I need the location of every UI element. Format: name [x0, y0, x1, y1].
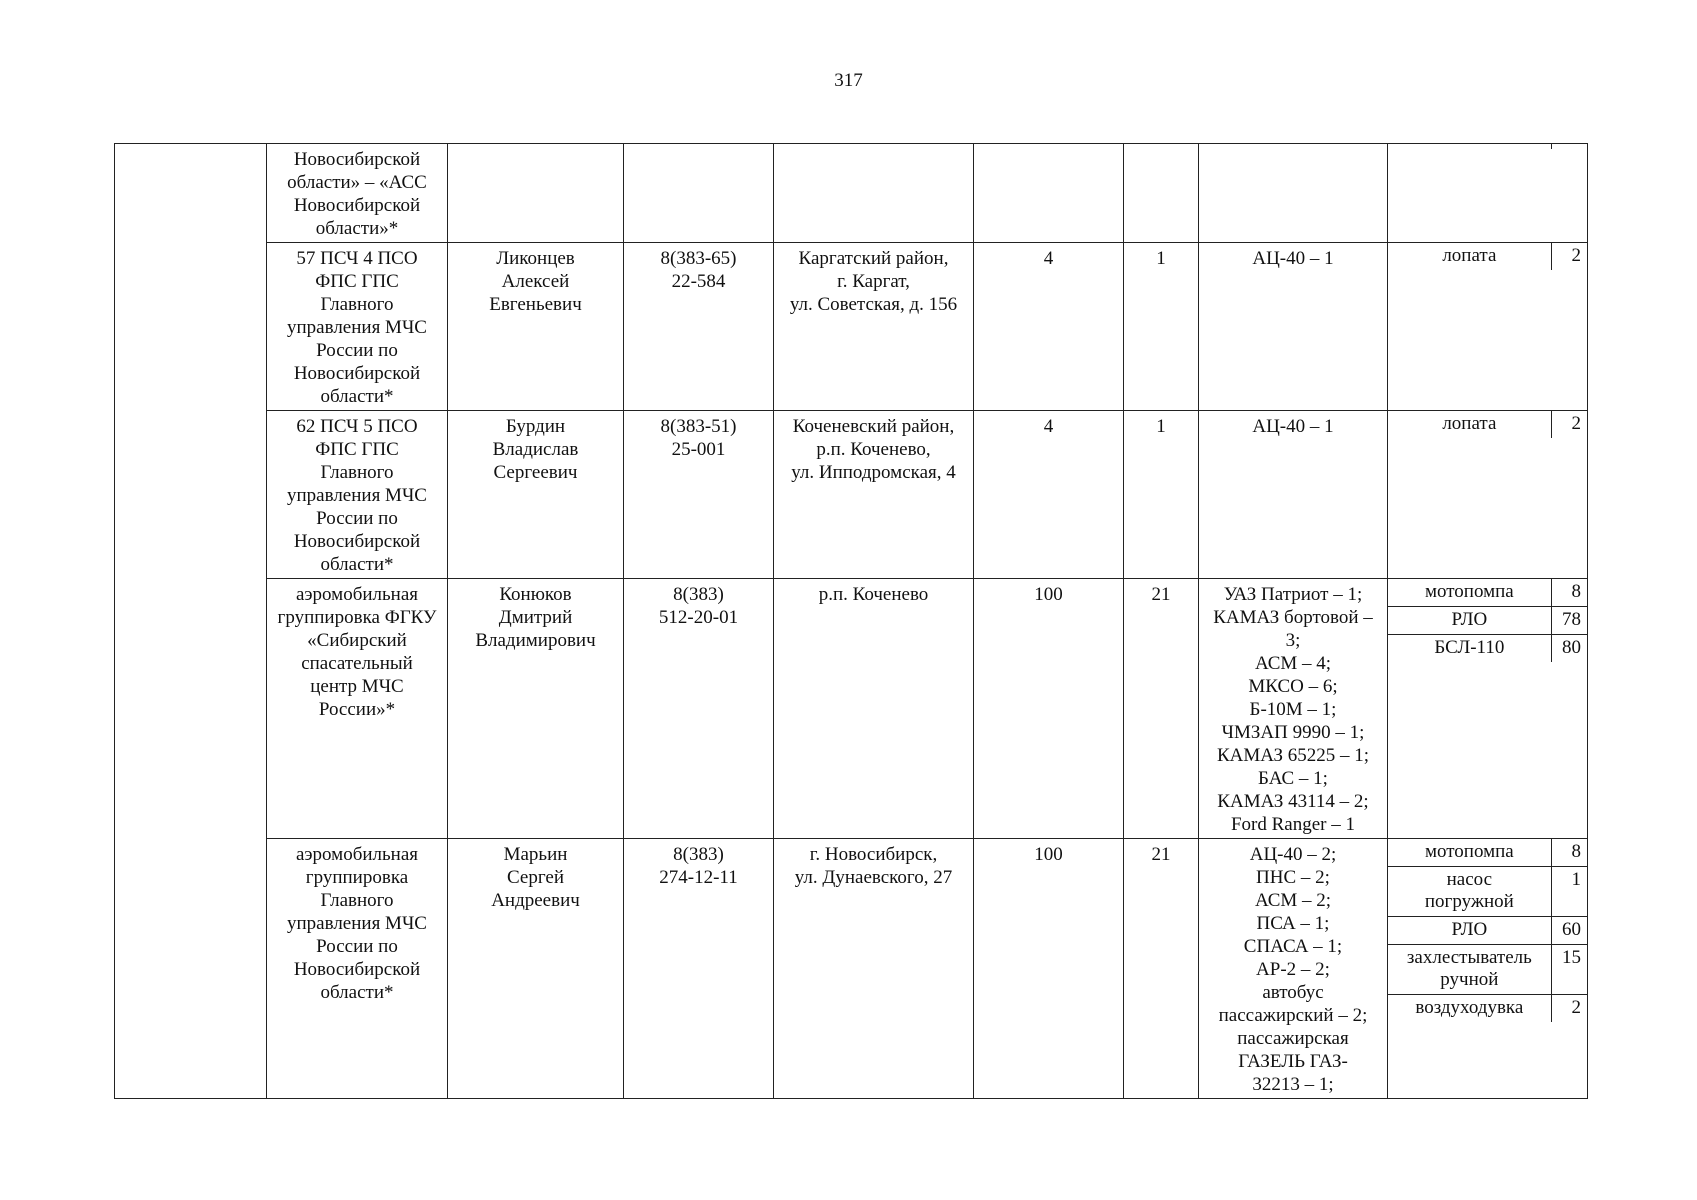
equipment-qty: 8 [1551, 839, 1587, 867]
head-cell [448, 144, 624, 243]
equipment-item [1388, 243, 1587, 270]
equipment-name: РЛО [1388, 917, 1551, 945]
address-cell [774, 144, 974, 243]
equipment-name: мотопомпа [1388, 579, 1551, 607]
address-cell: г. Новосибирск, ул. Дунаевского, 27 [774, 839, 974, 1099]
equipment-cell [1388, 144, 1588, 243]
phone-cell: 8(383) 512-20-01 [624, 579, 774, 839]
head-cell: Ликонцев Алексей Евгеньевич [448, 243, 624, 411]
equipment-item [1388, 945, 1587, 995]
equipment-name: БСЛ-110 [1388, 635, 1551, 663]
vehicles-cell: АЦ-40 – 2; ПНС – 2; АСМ – 2; ПСА – 1; СПАСА – 1; АР-2 – 2; автобус пассажирский – 2; пассажирская ГАЗЕЛЬ ГАЗ- 32213 – 1; [1199, 839, 1388, 1099]
equipment-list [1388, 144, 1587, 149]
equipment-list [1388, 243, 1587, 270]
equipment-item [1388, 839, 1587, 867]
phone-cell: 8(383-65) 22-584 [624, 243, 774, 411]
equipment-item [1388, 607, 1587, 635]
units-cell [1124, 144, 1199, 243]
address-cell: р.п. Коченево [774, 579, 974, 839]
equipment-cell [1388, 579, 1588, 839]
units-cell: 1 [1124, 243, 1199, 411]
equipment-qty [1551, 144, 1587, 149]
equipment-list [1388, 839, 1587, 1022]
table-row [115, 579, 1588, 839]
equipment-name: насос погружной [1388, 867, 1551, 917]
equipment-name: воздуходувка [1388, 995, 1551, 1023]
org-cell: 62 ПСЧ 5 ПСО ФПС ГПС Главного управления МЧС России по Новосибирской области* [267, 411, 448, 579]
staff-cell: 100 [974, 839, 1124, 1099]
equipment-item [1388, 917, 1587, 945]
equipment-cell [1388, 243, 1588, 411]
vehicles-cell: АЦ-40 – 1 [1199, 243, 1388, 411]
address-cell: Коченевский район, р.п. Коченево, ул. Ипподромская, 4 [774, 411, 974, 579]
equipment-item [1388, 995, 1587, 1023]
staff-cell: 100 [974, 579, 1124, 839]
equipment-qty: 78 [1551, 607, 1587, 635]
equipment-name [1388, 144, 1551, 149]
equipment-list [1388, 411, 1587, 438]
equipment-item [1388, 867, 1587, 917]
page-number: 317 [834, 70, 863, 91]
equipment-name: РЛО [1388, 607, 1551, 635]
equipment-item [1388, 411, 1587, 438]
vehicles-cell [1199, 144, 1388, 243]
equipment-qty: 60 [1551, 917, 1587, 945]
equipment-qty: 2 [1571, 245, 1581, 266]
staff-cell [974, 144, 1124, 243]
equipment-qty: 8 [1551, 579, 1587, 607]
vehicles-cell: УАЗ Патриот – 1; КАМАЗ бортовой – 3; АСМ – 4; МКСО – 6; Б-10М – 1; ЧМЗАП 9990 – 1; КАМАЗ 65225 – 1; БАС – 1; КАМАЗ 43114 – 2; Ford Ranger – 1 [1199, 579, 1388, 839]
phone-cell: 8(383-51) 25-001 [624, 411, 774, 579]
units-cell: 21 [1124, 579, 1199, 839]
equipment-cell [1388, 839, 1588, 1099]
equipment-name: захлестыватель ручной [1388, 945, 1551, 995]
staff-cell: 4 [974, 243, 1124, 411]
org-cell: Новосибирской области» – «АСС Новосибирской области»* [267, 144, 448, 243]
equipment-item [1388, 579, 1587, 607]
units-cell: 1 [1124, 411, 1199, 579]
org-cell: аэромобильная группировка ФГКУ «Сибирский спасательный центр МЧС России»* [267, 579, 448, 839]
region-cell [115, 144, 267, 1099]
address-cell: Каргатский район, г. Каргат, ул. Советская, д. 156 [774, 243, 974, 411]
equipment-name: мотопомпа [1388, 839, 1551, 867]
equipment-name: лопата [1388, 411, 1551, 438]
table-row [115, 411, 1588, 579]
staff-cell: 4 [974, 411, 1124, 579]
phone-cell: 8(383) 274-12-11 [624, 839, 774, 1099]
resources-table [114, 143, 1588, 1099]
vehicles-cell: АЦ-40 – 1 [1199, 411, 1388, 579]
equipment-cell [1388, 411, 1588, 579]
equipment-list [1388, 579, 1587, 662]
equipment-item [1388, 144, 1587, 149]
equipment-qty: 2 [1571, 413, 1581, 434]
head-cell: Бурдин Владислав Сергеевич [448, 411, 624, 579]
equipment-item [1388, 635, 1587, 663]
table-row [115, 839, 1588, 1099]
table-row [115, 144, 1588, 243]
phone-cell [624, 144, 774, 243]
org-cell: аэромобильная группировка Главного управления МЧС России по Новосибирской области* [267, 839, 448, 1099]
org-cell: 57 ПСЧ 4 ПСО ФПС ГПС Главного управления МЧС России по Новосибирской области* [267, 243, 448, 411]
equipment-name: лопата [1388, 243, 1551, 270]
equipment-qty: 80 [1562, 637, 1581, 658]
head-cell: Конюков Дмитрий Владимирович [448, 579, 624, 839]
units-cell: 21 [1124, 839, 1199, 1099]
table-row [115, 243, 1588, 411]
equipment-qty: 1 [1551, 867, 1587, 917]
equipment-qty: 2 [1571, 997, 1581, 1018]
head-cell: Марьин Сергей Андреевич [448, 839, 624, 1099]
equipment-qty: 15 [1551, 945, 1587, 995]
